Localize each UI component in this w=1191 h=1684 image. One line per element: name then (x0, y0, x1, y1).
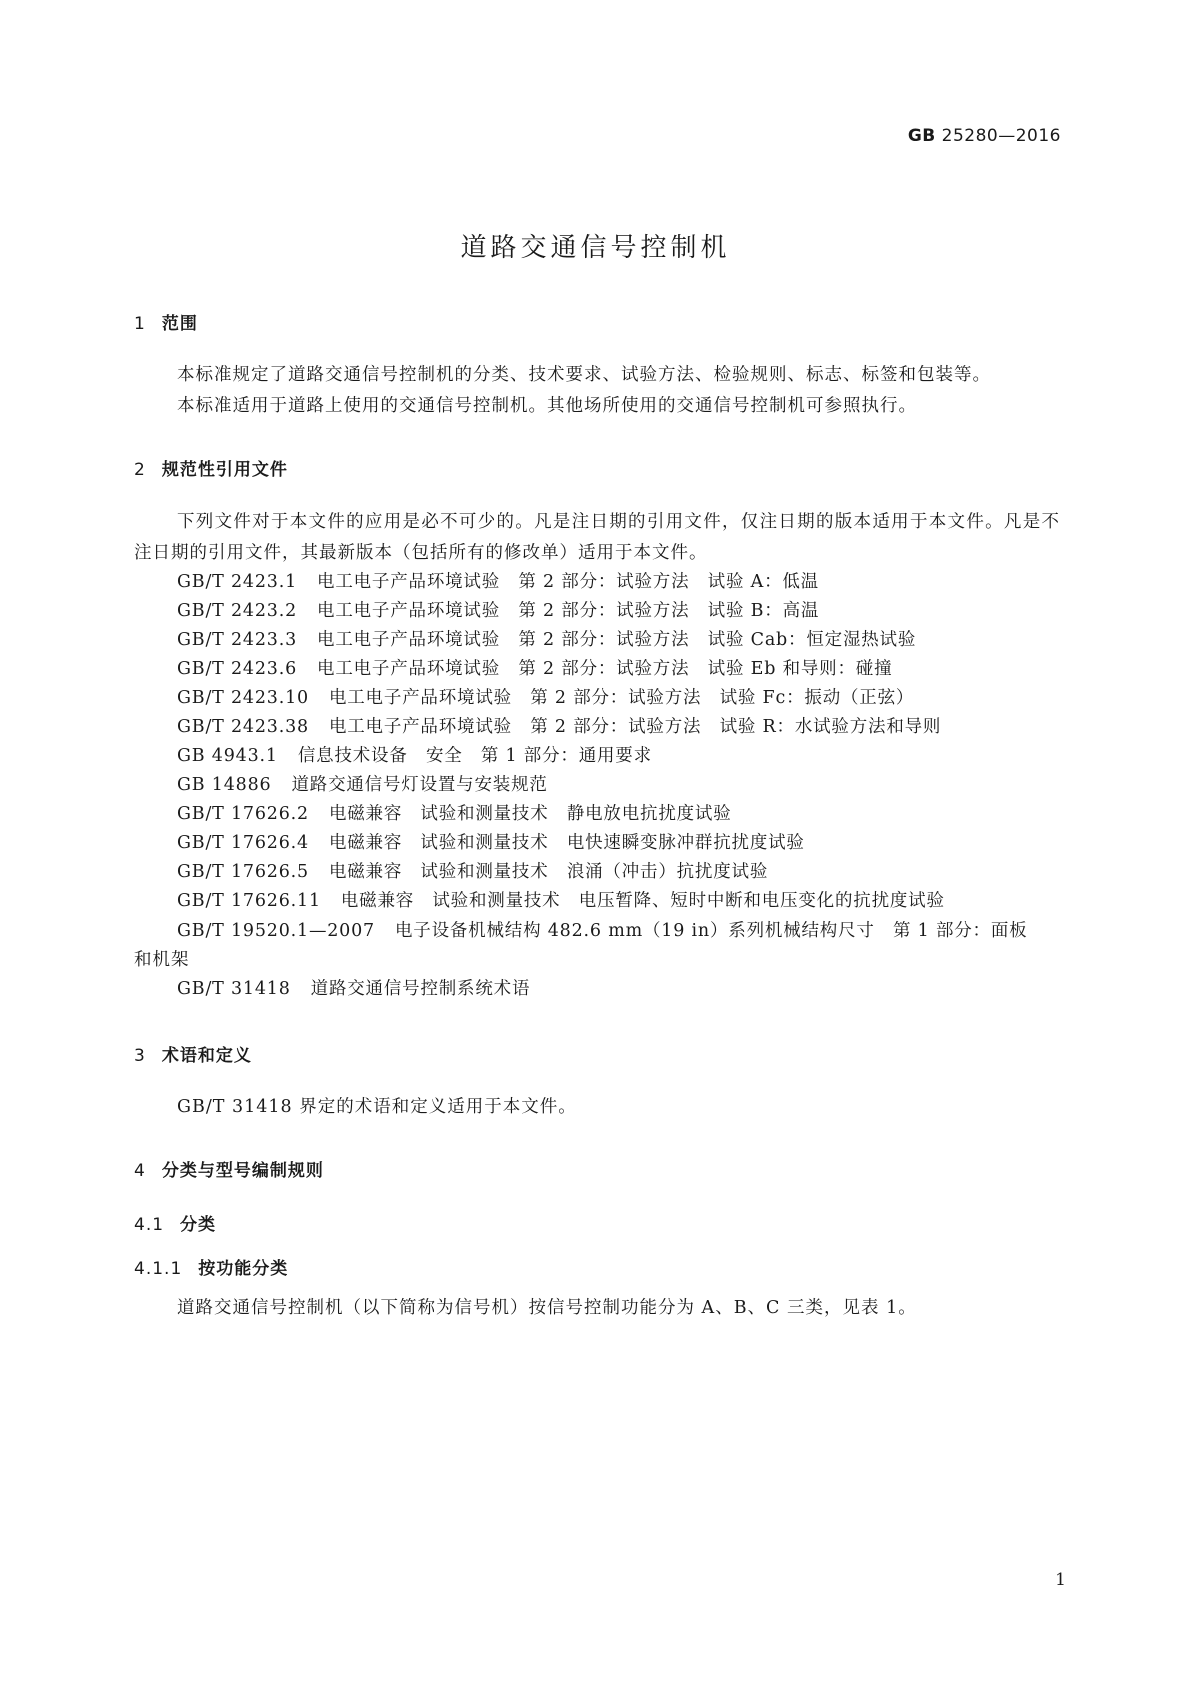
section-4-number: 4 (134, 1161, 146, 1181)
section-4-1-1-title: 按功能分类 (198, 1259, 289, 1279)
standard-number (908, 126, 1061, 146)
reference-title: 电磁兼容 试验和测量技术 电快速瞬变脉冲群抗扰度试验 (328, 833, 805, 853)
reference-code: GB/T 2423.2 (177, 601, 298, 621)
page-number: 1 (1055, 1570, 1066, 1590)
reference-code: GB/T 17626.11 (177, 891, 321, 911)
document-title: 道路交通信号控制机 (460, 233, 731, 263)
reference-continuation: 和机架 (134, 950, 190, 970)
reference-item (177, 886, 945, 917)
reference-code: GB 14886 (177, 775, 272, 795)
section-4-1-number: 4.1 (134, 1215, 165, 1235)
standard-prefix: GB (907, 126, 936, 146)
standard-code: 25280—2016 (941, 126, 1061, 146)
reference-code: GB 4943.1 (177, 746, 278, 766)
reference-item (177, 916, 1027, 947)
scope-paragraph-2: 本标准适用于道路上使用的交通信号控制机。其他场所使用的交通信号控制机可参照执行。 (177, 396, 917, 416)
section-1-title: 范围 (161, 314, 198, 334)
scope-paragraph-1: 本标准规定了道路交通信号控制机的分类、技术要求、试验方法、检验规则、标志、标签和包装等。 (177, 365, 991, 385)
section-3-heading (134, 1041, 252, 1066)
terms-paragraph: GB/T 31418 界定的术语和定义适用于本文件。 (177, 1097, 577, 1117)
reference-code: GB/T 19520.1—2007 (177, 921, 375, 941)
section-4-1-title: 分类 (180, 1215, 217, 1235)
reference-item (177, 974, 530, 1005)
reference-code: GB/T 17626.2 (177, 804, 309, 824)
section-3-title: 术语和定义 (161, 1046, 252, 1066)
reference-title: 电工电子产品环境试验 第 2 部分：试验方法 试验 A：低温 (317, 572, 819, 592)
section-4-heading (134, 1156, 324, 1181)
reference-code: GB/T 17626.5 (177, 862, 309, 882)
reference-item (177, 799, 732, 830)
normative-intro-paragraph: 下列文件对于本文件的应用是必不可少的。凡是注日期的引用文件，仅注日期的版本适用于本文件。凡是不注日期的引用文件，其最新版本（包括所有的修改单）适用于本文件。 (134, 512, 1060, 563)
reference-title: 电工电子产品环境试验 第 2 部分：试验方法 试验 Fc：振动（正弦） (328, 688, 915, 708)
reference-item (177, 596, 819, 627)
reference-title: 电工电子产品环境试验 第 2 部分：试验方法 试验 R：水试验方法和导则 (328, 717, 942, 737)
reference-title: 电子设备机械结构 482.6 mm（19 in）系列机械结构尺寸 第 1 部分：面板 (394, 921, 1028, 941)
section-4-1-1-heading (134, 1254, 288, 1279)
reference-item (177, 741, 652, 772)
reference-code: GB/T 2423.3 (177, 630, 298, 650)
reference-item (177, 828, 805, 859)
section-1-heading (134, 309, 198, 334)
section-2-title: 规范性引用文件 (161, 460, 288, 480)
reference-code: GB/T 2423.6 (177, 659, 298, 679)
section-3-number: 3 (134, 1046, 146, 1066)
reference-item (177, 683, 914, 714)
reference-title: 电磁兼容 试验和测量技术 电压暂降、短时中断和电压变化的抗扰度试验 (340, 891, 945, 911)
reference-title: 电磁兼容 试验和测量技术 静电放电抗扰度试验 (328, 804, 732, 824)
classification-paragraph: 道路交通信号控制机（以下简称为信号机）按信号控制功能分为 A、B、C 三类，见表 1。 (177, 1298, 917, 1318)
section-1-number: 1 (134, 314, 146, 334)
reference-item (177, 567, 819, 598)
reference-title: 道路交通信号灯设置与安装规范 (291, 775, 548, 795)
reference-title: 信息技术设备 安全 第 1 部分：通用要求 (297, 746, 652, 766)
section-4-1-heading (134, 1210, 216, 1235)
reference-code: GB/T 2423.1 (177, 572, 298, 592)
reference-title: 电工电子产品环境试验 第 2 部分：试验方法 试验 Eb 和导则：碰撞 (317, 659, 893, 679)
reference-item (177, 712, 941, 743)
reference-code: GB/T 31418 (177, 979, 291, 999)
reference-item (177, 654, 892, 685)
reference-item (177, 770, 548, 801)
reference-code: GB/T 2423.10 (177, 688, 309, 708)
reference-code: GB/T 17626.4 (177, 833, 309, 853)
reference-title: 电工电子产品环境试验 第 2 部分：试验方法 试验 Cab：恒定湿热试验 (317, 630, 917, 650)
reference-title: 电磁兼容 试验和测量技术 浪涌（冲击）抗扰度试验 (328, 862, 769, 882)
section-2-number: 2 (134, 460, 146, 480)
reference-item (177, 857, 768, 888)
section-2-heading (134, 455, 288, 480)
reference-title: 道路交通信号控制系统术语 (310, 979, 531, 999)
reference-code: GB/T 2423.38 (177, 717, 309, 737)
reference-title: 电工电子产品环境试验 第 2 部分：试验方法 试验 B：高温 (317, 601, 820, 621)
section-4-1-1-number: 4.1.1 (134, 1259, 183, 1279)
reference-item (177, 625, 916, 656)
section-4-title: 分类与型号编制规则 (161, 1161, 324, 1181)
